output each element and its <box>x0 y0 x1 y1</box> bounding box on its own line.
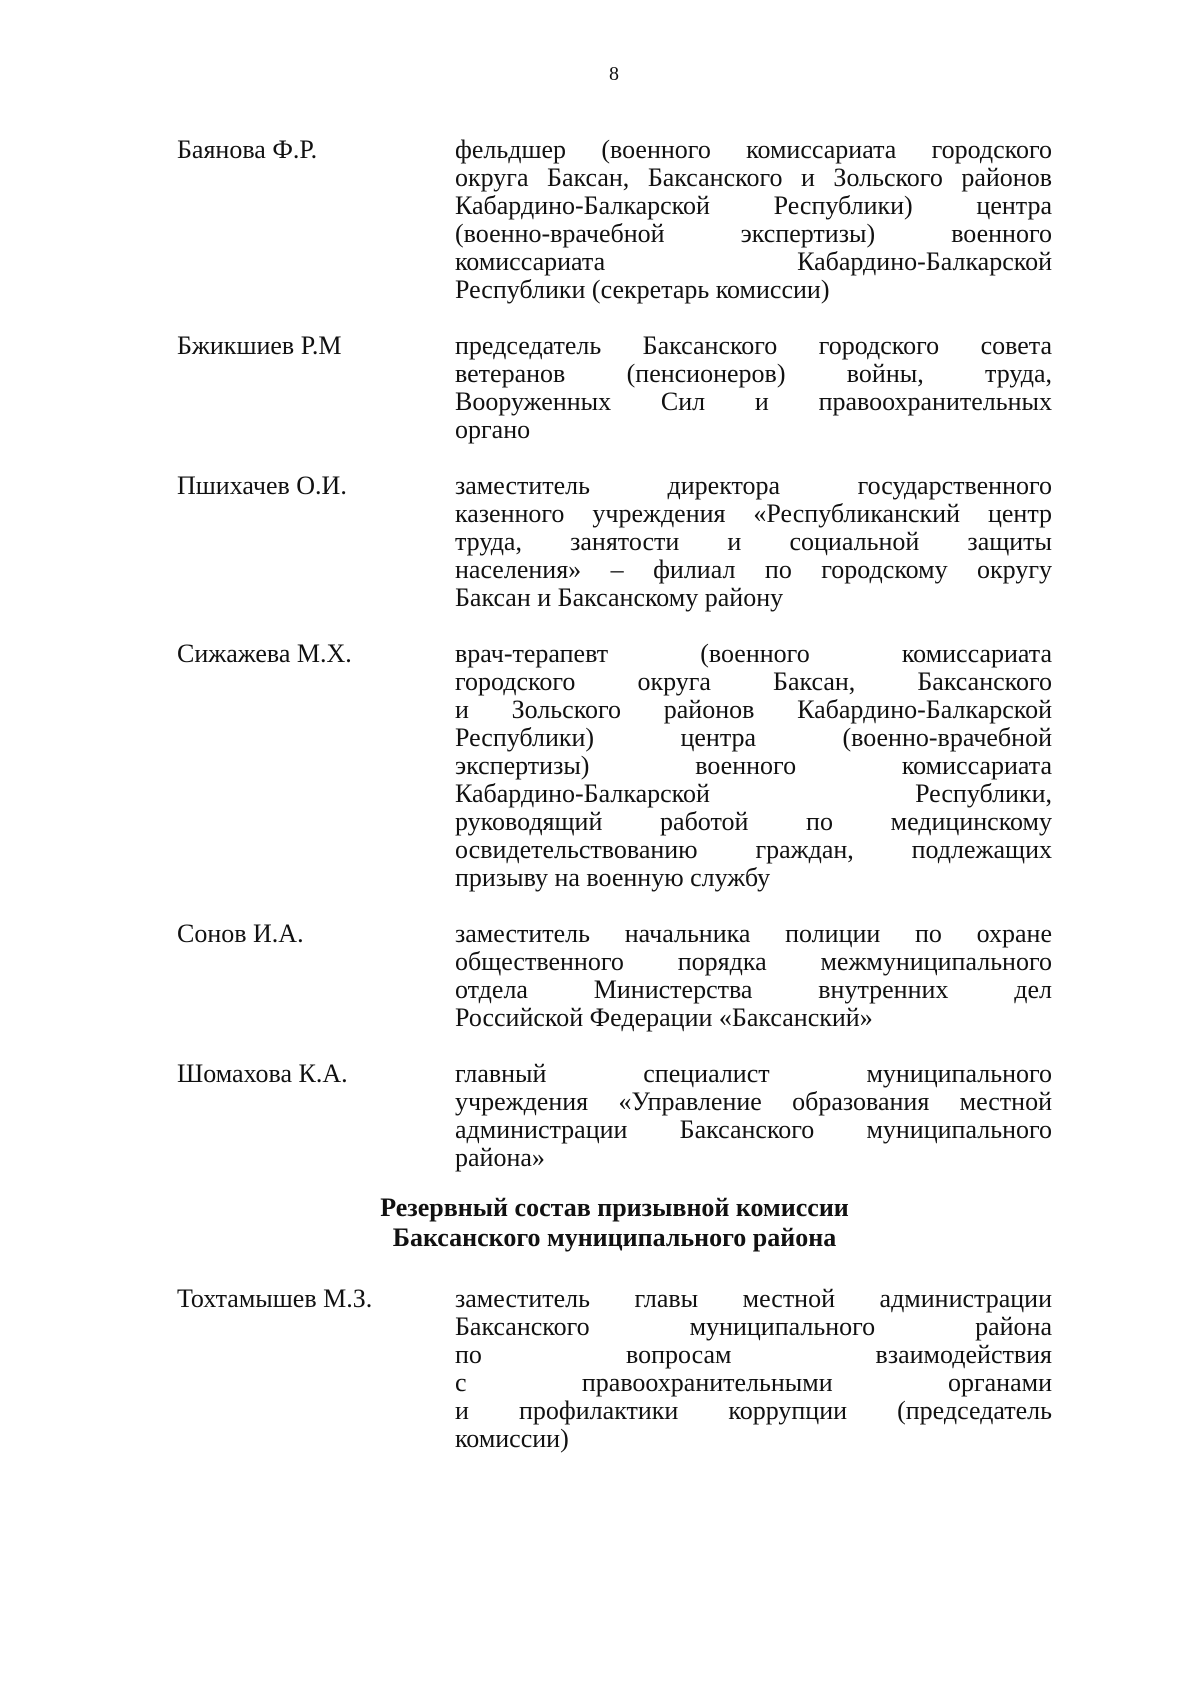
member-position <box>455 640 1052 892</box>
position-line: заместитель директора государственного <box>455 471 1052 500</box>
position-line: Российской Федерации «Баксанский» <box>455 1003 873 1032</box>
position-line: руководящий работой по медицинскому <box>455 807 1052 836</box>
member-entry <box>177 332 1052 444</box>
position-line: органо <box>455 415 531 444</box>
member-entry <box>177 920 1052 1032</box>
member-name: Баянова Ф.Р. <box>177 135 318 164</box>
position-line: заместитель главы местной администрации <box>455 1284 1052 1313</box>
position-line: главный специалист муниципального <box>455 1059 1052 1088</box>
position-line: Республики) центра (военно-врачебной <box>455 723 1052 752</box>
position-line: врач-терапевт (военного комиссариата <box>455 639 1052 668</box>
position-line: Кабардино-Балкарской Республики, <box>455 779 1052 808</box>
reserve-members-list <box>177 1285 1052 1453</box>
position-line: по вопросам взаимодействия <box>455 1340 1052 1369</box>
member-name: Бжикшиев Р.М <box>177 331 342 360</box>
position-line: отдела Министерства внутренних дел <box>455 975 1052 1004</box>
position-line: и профилактики коррупции (председатель <box>455 1396 1052 1425</box>
member-position <box>455 1285 1052 1453</box>
member-position <box>455 136 1052 304</box>
position-line: казенного учреждения «Республиканский центр <box>455 499 1052 528</box>
position-line: с правоохранительными органами <box>455 1368 1052 1397</box>
position-line: комиссариата Кабардино-Балкарской <box>455 247 1052 276</box>
member-position <box>455 472 1052 612</box>
position-line: (военно-врачебной экспертизы) военного <box>455 219 1052 248</box>
position-line: труда, занятости и социальной защиты <box>455 527 1052 556</box>
position-line: округа Баксан, Баксанского и Зольского районов <box>455 163 1052 192</box>
position-line: городского округа Баксан, Баксанского <box>455 667 1052 696</box>
position-line: освидетельствованию граждан, подлежащих <box>455 835 1052 864</box>
position-line: учреждения «Управление образования местной <box>455 1087 1052 1116</box>
member-name: Сижажева М.Х. <box>177 639 352 668</box>
position-line: фельдшер (военного комиссариата городского <box>455 135 1052 164</box>
member-entry <box>177 1060 1052 1172</box>
member-entry <box>177 640 1052 892</box>
position-line: председатель Баксанского городского совета <box>455 331 1052 360</box>
position-line: комиссии) <box>455 1424 569 1453</box>
position-line: и Зольского районов Кабардино-Балкарской <box>455 695 1052 724</box>
member-entry <box>177 1285 1052 1453</box>
member-position <box>455 1060 1052 1172</box>
position-line: Кабардино-Балкарской Республики) центра <box>455 191 1052 220</box>
member-name: Шомахова К.А. <box>177 1059 348 1088</box>
member-position <box>455 920 1052 1032</box>
section-heading-line: Резервный состав призывной комиссии <box>380 1193 849 1222</box>
position-line: общественного порядка межмуниципального <box>455 947 1052 976</box>
position-line: ветеранов (пенсионеров) войны, труда, <box>455 359 1052 388</box>
page-number: 8 <box>609 63 619 85</box>
member-position <box>455 332 1052 444</box>
position-line: экспертизы) военного комиссариата <box>455 751 1052 780</box>
position-line: Баксанского муниципального района <box>455 1312 1052 1341</box>
position-line: администрации Баксанского муниципального <box>455 1115 1052 1144</box>
section-heading-line: Баксанского муниципального района <box>392 1223 837 1252</box>
member-name: Тохтамышев М.З. <box>177 1284 373 1313</box>
position-line: Республики (секретарь комиссии) <box>455 275 830 304</box>
position-line: Баксан и Баксанскому району <box>455 583 784 612</box>
section-heading <box>177 1193 1052 1253</box>
position-line: населения» – филиал по городскому округу <box>455 555 1052 584</box>
members-list <box>177 136 1052 1172</box>
position-line: Вооруженных Сил и правоохранительных <box>455 387 1052 416</box>
member-name: Пшихачев О.И. <box>177 471 347 500</box>
member-entry <box>177 136 1052 304</box>
member-name: Сонов И.А. <box>177 919 304 948</box>
position-line: заместитель начальника полиции по охране <box>455 919 1052 948</box>
member-entry <box>177 472 1052 612</box>
position-line: призыву на военную службу <box>455 863 771 892</box>
position-line: района» <box>455 1143 545 1172</box>
